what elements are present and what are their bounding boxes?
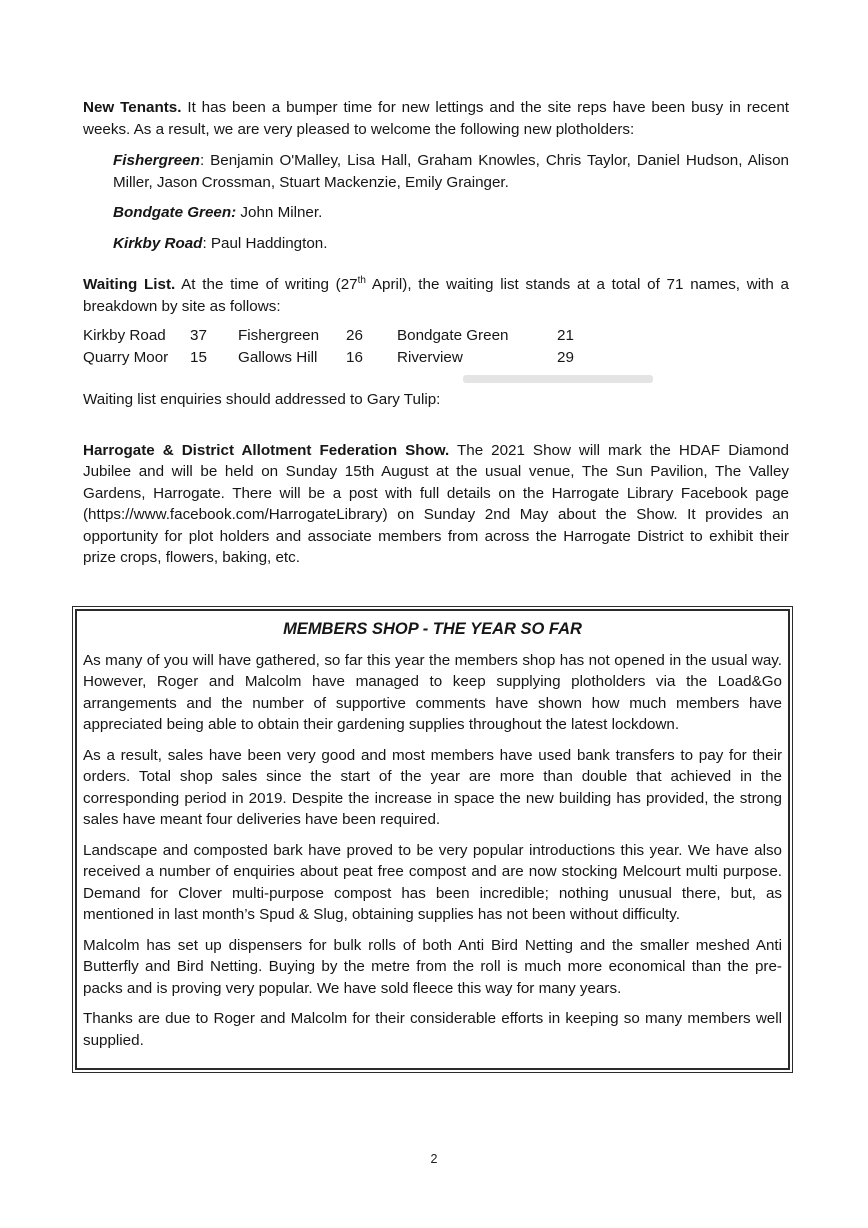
waiting-list-table	[83, 325, 789, 368]
page-content	[83, 97, 789, 1073]
waiting-list-intro-b: April), the waiting list stands at a total of 71 names, with a breakdown by site as follows:	[83, 276, 789, 315]
entry-fishergreen-site: Fishergreen	[113, 152, 200, 169]
entry-bondgate-site: Bondgate Green:	[113, 204, 237, 221]
members-shop-box	[72, 606, 793, 1074]
members-shop-box-inner	[75, 609, 790, 1071]
entry-fishergreen-names: : Benjamin O'Malley, Lisa Hall, Graham Knowles, Chris Taylor, Daniel Hudson, Alison Miller, Jason Crossman, Stuart Mackenzie, Emily Grainger.	[113, 152, 789, 191]
shop-paragraph-4: Malcolm has set up dispensers for bulk rolls of both Anti Bird Netting and the smaller meshed Anti Butterfly and Bird Netting. Buying by the metre from the roll is much more economical than the pre-packs and is proving very popular. We have sold fleece this way for many years.	[83, 936, 782, 997]
new-tenants-paragraph	[83, 97, 789, 140]
shop-paragraph-5: Thanks are due to Roger and Malcolm for their considerable efforts in keeping so many members well supplied.	[83, 1010, 782, 1049]
shop-paragraph-2: As a result, sales have been very good and most members have used bank transfers to pay for their orders. Total shop sales since the start of the year are more than double that achieved in the corresponding period in 2019. Despite the increase in space the new building has provided, the strong sales have meant four deliveries have been required.	[83, 746, 782, 828]
shop-paragraph-1: As many of you will have gathered, so far this year the members shop has not opened in the usual way. However, Roger and Malcolm have managed to keep supplying plotholders via the Load&Go arrangements and the number of supportive comments have shown how much members have appreciated being able to obtain their gardening supplies throughout the latest lockdown.	[83, 651, 782, 733]
table-site-name: Fishergreen	[238, 327, 320, 344]
table-site-name: Kirkby Road	[83, 327, 166, 344]
entry-bondgate-green	[113, 202, 789, 224]
table-site-name: Bondgate Green	[397, 327, 509, 344]
table-site-count: 15	[190, 348, 207, 366]
table-site-count: 21	[557, 327, 574, 344]
redacted-text-smudge	[463, 375, 653, 383]
table-site-count: 37	[190, 327, 207, 344]
entry-fishergreen	[113, 150, 789, 193]
entry-bondgate-names: John Milner.	[236, 204, 323, 221]
show-heading: Harrogate & District Allotment Federation Show.	[83, 441, 450, 459]
table-site-count: 26	[346, 327, 363, 344]
new-tenants-intro-text: It has been a bumper time for new lettings and the site reps have been busy in recent weeks. As a result, we are very pleased to welcome the following new plotholders:	[83, 99, 789, 138]
table-site-name: Riverview	[397, 348, 463, 366]
table-site-count: 16	[346, 348, 363, 366]
entry-kirkby-site: Kirkby Road	[113, 234, 203, 252]
shop-paragraph-3: Landscape and composted bark have proved to be very popular introductions this year. We have also received a number of enquiries about peat free compost and are now stocking Melcourt multi purpose. Demand for Clover multi-purpose compost has been incredible; nothing unusual there, but, as mentioned in last month’s Spud & Slug, obtaining supplies has not been without difficulty.	[83, 841, 782, 923]
waiting-list-heading: Waiting List.	[83, 276, 176, 293]
page-number: 2	[430, 1152, 438, 1166]
table-site-name: Gallows Hill	[238, 348, 318, 366]
table-site-name: Quarry Moor	[83, 348, 169, 366]
waiting-list-paragraph	[83, 274, 789, 317]
ordinal-superscript: th	[357, 274, 366, 286]
entry-kirkby-names: : Paul Haddington.	[202, 234, 328, 252]
enquiries-line: Waiting list enquiries should addressed to Gary Tulip:	[83, 391, 441, 408]
show-body-text: The 2021 Show will mark the HDAF Diamond Jubilee and will be held on Sunday 15th August at the usual venue, The Sun Pavilion, The Valley Gardens, Harrogate. There will be a post with full details on the Harrogate Library Facebook page (https://www.facebook.com/HarrogateLibrary) on Sunday 2nd May about the Show. It provides an opportunity for plot holders and associate members from across the Harrogate District to exhibit their prize crops, flowers, baking, etc.	[83, 441, 789, 566]
entry-kirkby-road	[113, 233, 789, 255]
members-shop-title: MEMBERS SHOP - THE YEAR SO FAR	[283, 619, 582, 638]
new-tenants-heading: New Tenants.	[83, 99, 182, 116]
table-site-count: 29	[557, 348, 574, 366]
show-paragraph	[83, 440, 789, 569]
waiting-list-intro-a: At the time of writing (27	[175, 276, 358, 293]
